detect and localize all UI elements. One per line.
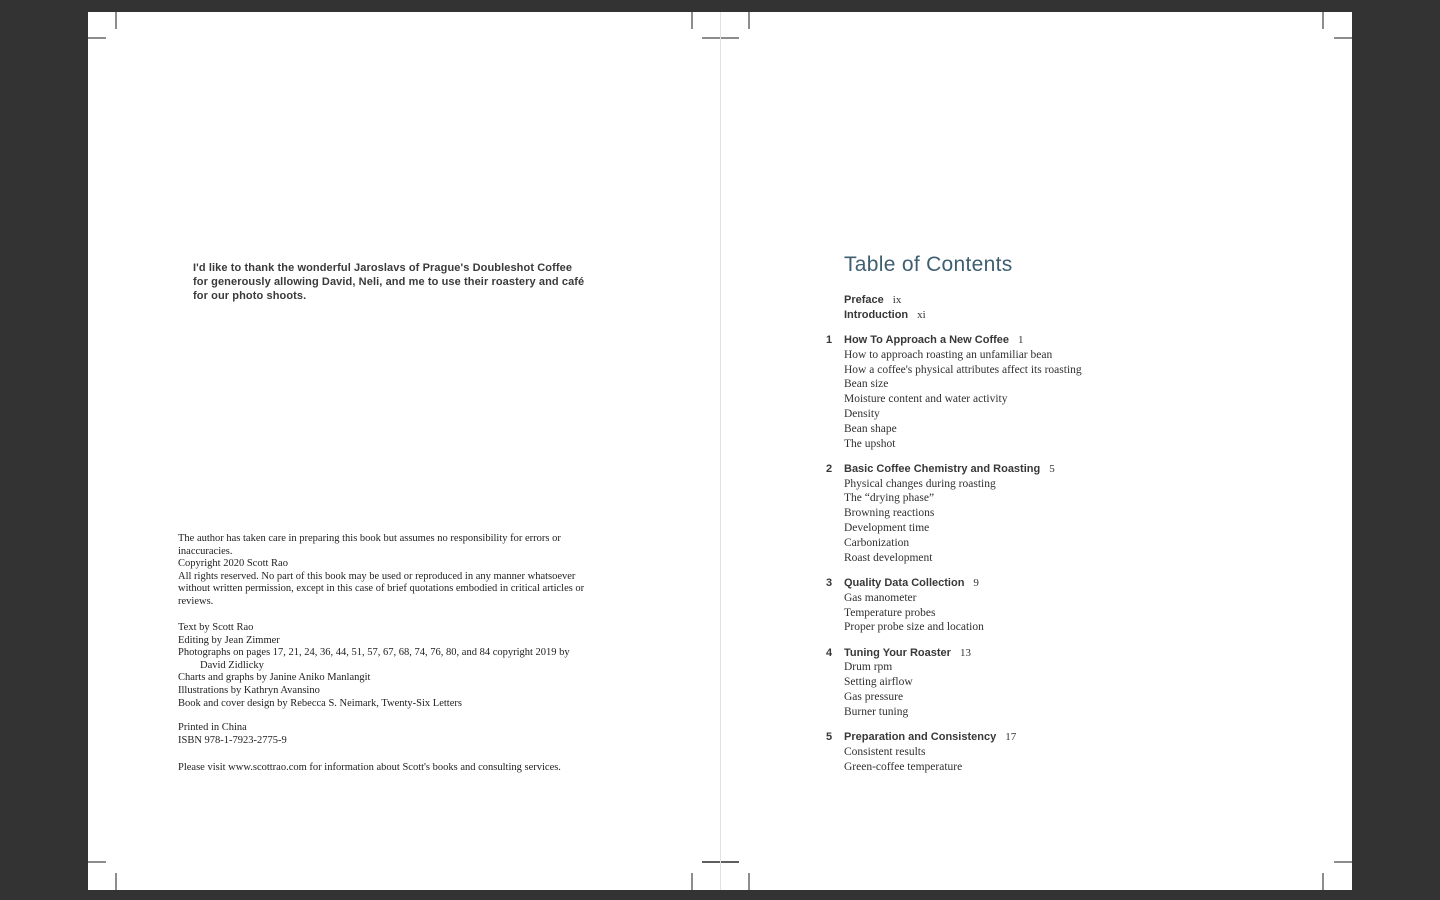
page-left [88, 12, 720, 890]
chapter-heading [826, 730, 1306, 745]
chapter-heading [826, 646, 1306, 661]
chapter-subentry: Physical changes during roasting [844, 477, 996, 490]
book-spread [88, 12, 1352, 890]
chapter-title: Tuning Your Roaster [844, 646, 951, 659]
chapter-subentry: How to approach roasting an unfamiliar bean [844, 348, 1053, 361]
text-line: The author has taken care in preparing this book but assumes no responsibility for errors or [178, 533, 561, 544]
chapter-number: 3 [826, 576, 833, 589]
page-right [720, 12, 1352, 890]
copyright-block [178, 533, 610, 609]
chapter-page-number: 5 [1049, 462, 1055, 475]
text-line: without written permission, except in this case of brief quotations embodied in critical articles or [178, 583, 585, 595]
toc-chapter [826, 333, 1306, 451]
chapter-number: 1 [826, 334, 833, 346]
toc-front-matter-entry [844, 293, 926, 308]
entry-label: Introduction [844, 309, 909, 321]
chapter-subentry: Moisture content and water activity [844, 393, 1008, 406]
chapter-page-number: 1 [1018, 334, 1024, 346]
chapter-title: Preparation and Consistency [844, 731, 997, 744]
text-line: Printed in China [178, 722, 247, 733]
chapter-subentry: How a coffee's physical attributes affect its roasting [844, 363, 1082, 376]
chapter-subentry: Proper probe size and location [844, 621, 984, 634]
website-note: Please visit www.scottrao.com for information about Scott's books and consulting services. [178, 762, 561, 773]
toc-title: Table of Contents [844, 253, 1013, 276]
toc-chapter [826, 576, 1306, 635]
chapter-number: 4 [826, 646, 833, 659]
acknowledgment-paragraph [193, 261, 595, 303]
toc-chapter [826, 730, 1306, 774]
chapter-subentry: Gas pressure [844, 691, 904, 704]
chapter-title: How To Approach a New Coffee [844, 334, 1010, 346]
chapter-heading [826, 462, 1306, 477]
chapter-subentry: Temperature probes [844, 606, 936, 619]
chapter-subentry: Gas manometer [844, 591, 917, 604]
text-line: inaccuracies. [178, 545, 233, 557]
chapter-subentry: Roast development [844, 551, 933, 564]
text-line: for our photo shoots. [193, 290, 307, 302]
text-line: Text by Scott Rao [178, 622, 254, 633]
printing-block [178, 722, 610, 747]
text-line: reviews. [178, 595, 214, 607]
chapter-number: 5 [826, 731, 833, 744]
text-line: Editing by Jean Zimmer [178, 634, 280, 646]
text-line: I'd like to thank the wonderful Jaroslavs of Prague's Doubleshot Coffee [193, 262, 573, 274]
chapter-subentry: Browning reactions [844, 507, 935, 520]
chapter-subentry: The upshot [844, 437, 896, 450]
chapter-title: Quality Data Collection [844, 576, 965, 589]
text-line: All rights reserved. No part of this book may be used or reproduced in any manner whatsoever [178, 570, 576, 582]
toc-chapter [826, 646, 1306, 720]
chapter-subentry: Setting airflow [844, 676, 913, 689]
toc-chapters [826, 333, 1306, 785]
text-line: Charts and graphs by Janine Aniko Manlangit [178, 672, 371, 684]
chapter-subentry: Density [844, 407, 880, 420]
chapter-page-number: 17 [1005, 731, 1017, 744]
chapter-subentry: Consistent results [844, 745, 926, 758]
text-line: David Zidlicky [200, 659, 264, 671]
chapter-subentry: Development time [844, 522, 930, 535]
chapter-number: 2 [826, 462, 833, 475]
credits-block [178, 622, 610, 710]
text-line: Book and cover design by Rebecca S. Neimark, Twenty-Six Letters [178, 697, 462, 709]
entry-page-number: xi [917, 309, 926, 321]
chapter-page-number: 13 [959, 646, 971, 659]
entry-page-number: ix [892, 294, 902, 306]
chapter-subentry: Green-coffee temperature [844, 760, 963, 773]
toc-chapter [826, 462, 1306, 566]
chapter-subentry: Drum rpm [844, 661, 893, 674]
chapter-title: Basic Coffee Chemistry and Roasting [844, 462, 1041, 475]
entry-label: Preface [844, 294, 884, 306]
chapter-subentry: Carbonization [844, 536, 910, 549]
text-line: Copyright 2020 Scott Rao [178, 558, 288, 570]
chapter-subentry: Bean size [844, 378, 889, 391]
text-line: Illustrations by Kathryn Avansino [178, 684, 320, 696]
text-line: for generously allowing David, Neli, and me to use their roastery and café [193, 276, 585, 288]
toc-front-matter-entry [844, 308, 926, 323]
text-line: Photographs on pages 17, 21, 24, 36, 44, 51, 57, 67, 68, 74, 76, 80, and 84 copyright 2019 by [178, 647, 570, 659]
toc-front-matter [844, 293, 926, 323]
chapter-subentry: Burner tuning [844, 705, 909, 718]
chapter-page-number: 9 [973, 576, 979, 589]
text-line: ISBN 978-1-7923-2775-9 [178, 734, 287, 746]
chapter-subentry: The “drying phase” [844, 492, 935, 505]
chapter-heading [826, 333, 1306, 348]
chapter-heading [826, 576, 1306, 591]
chapter-subentry: Bean shape [844, 422, 897, 435]
